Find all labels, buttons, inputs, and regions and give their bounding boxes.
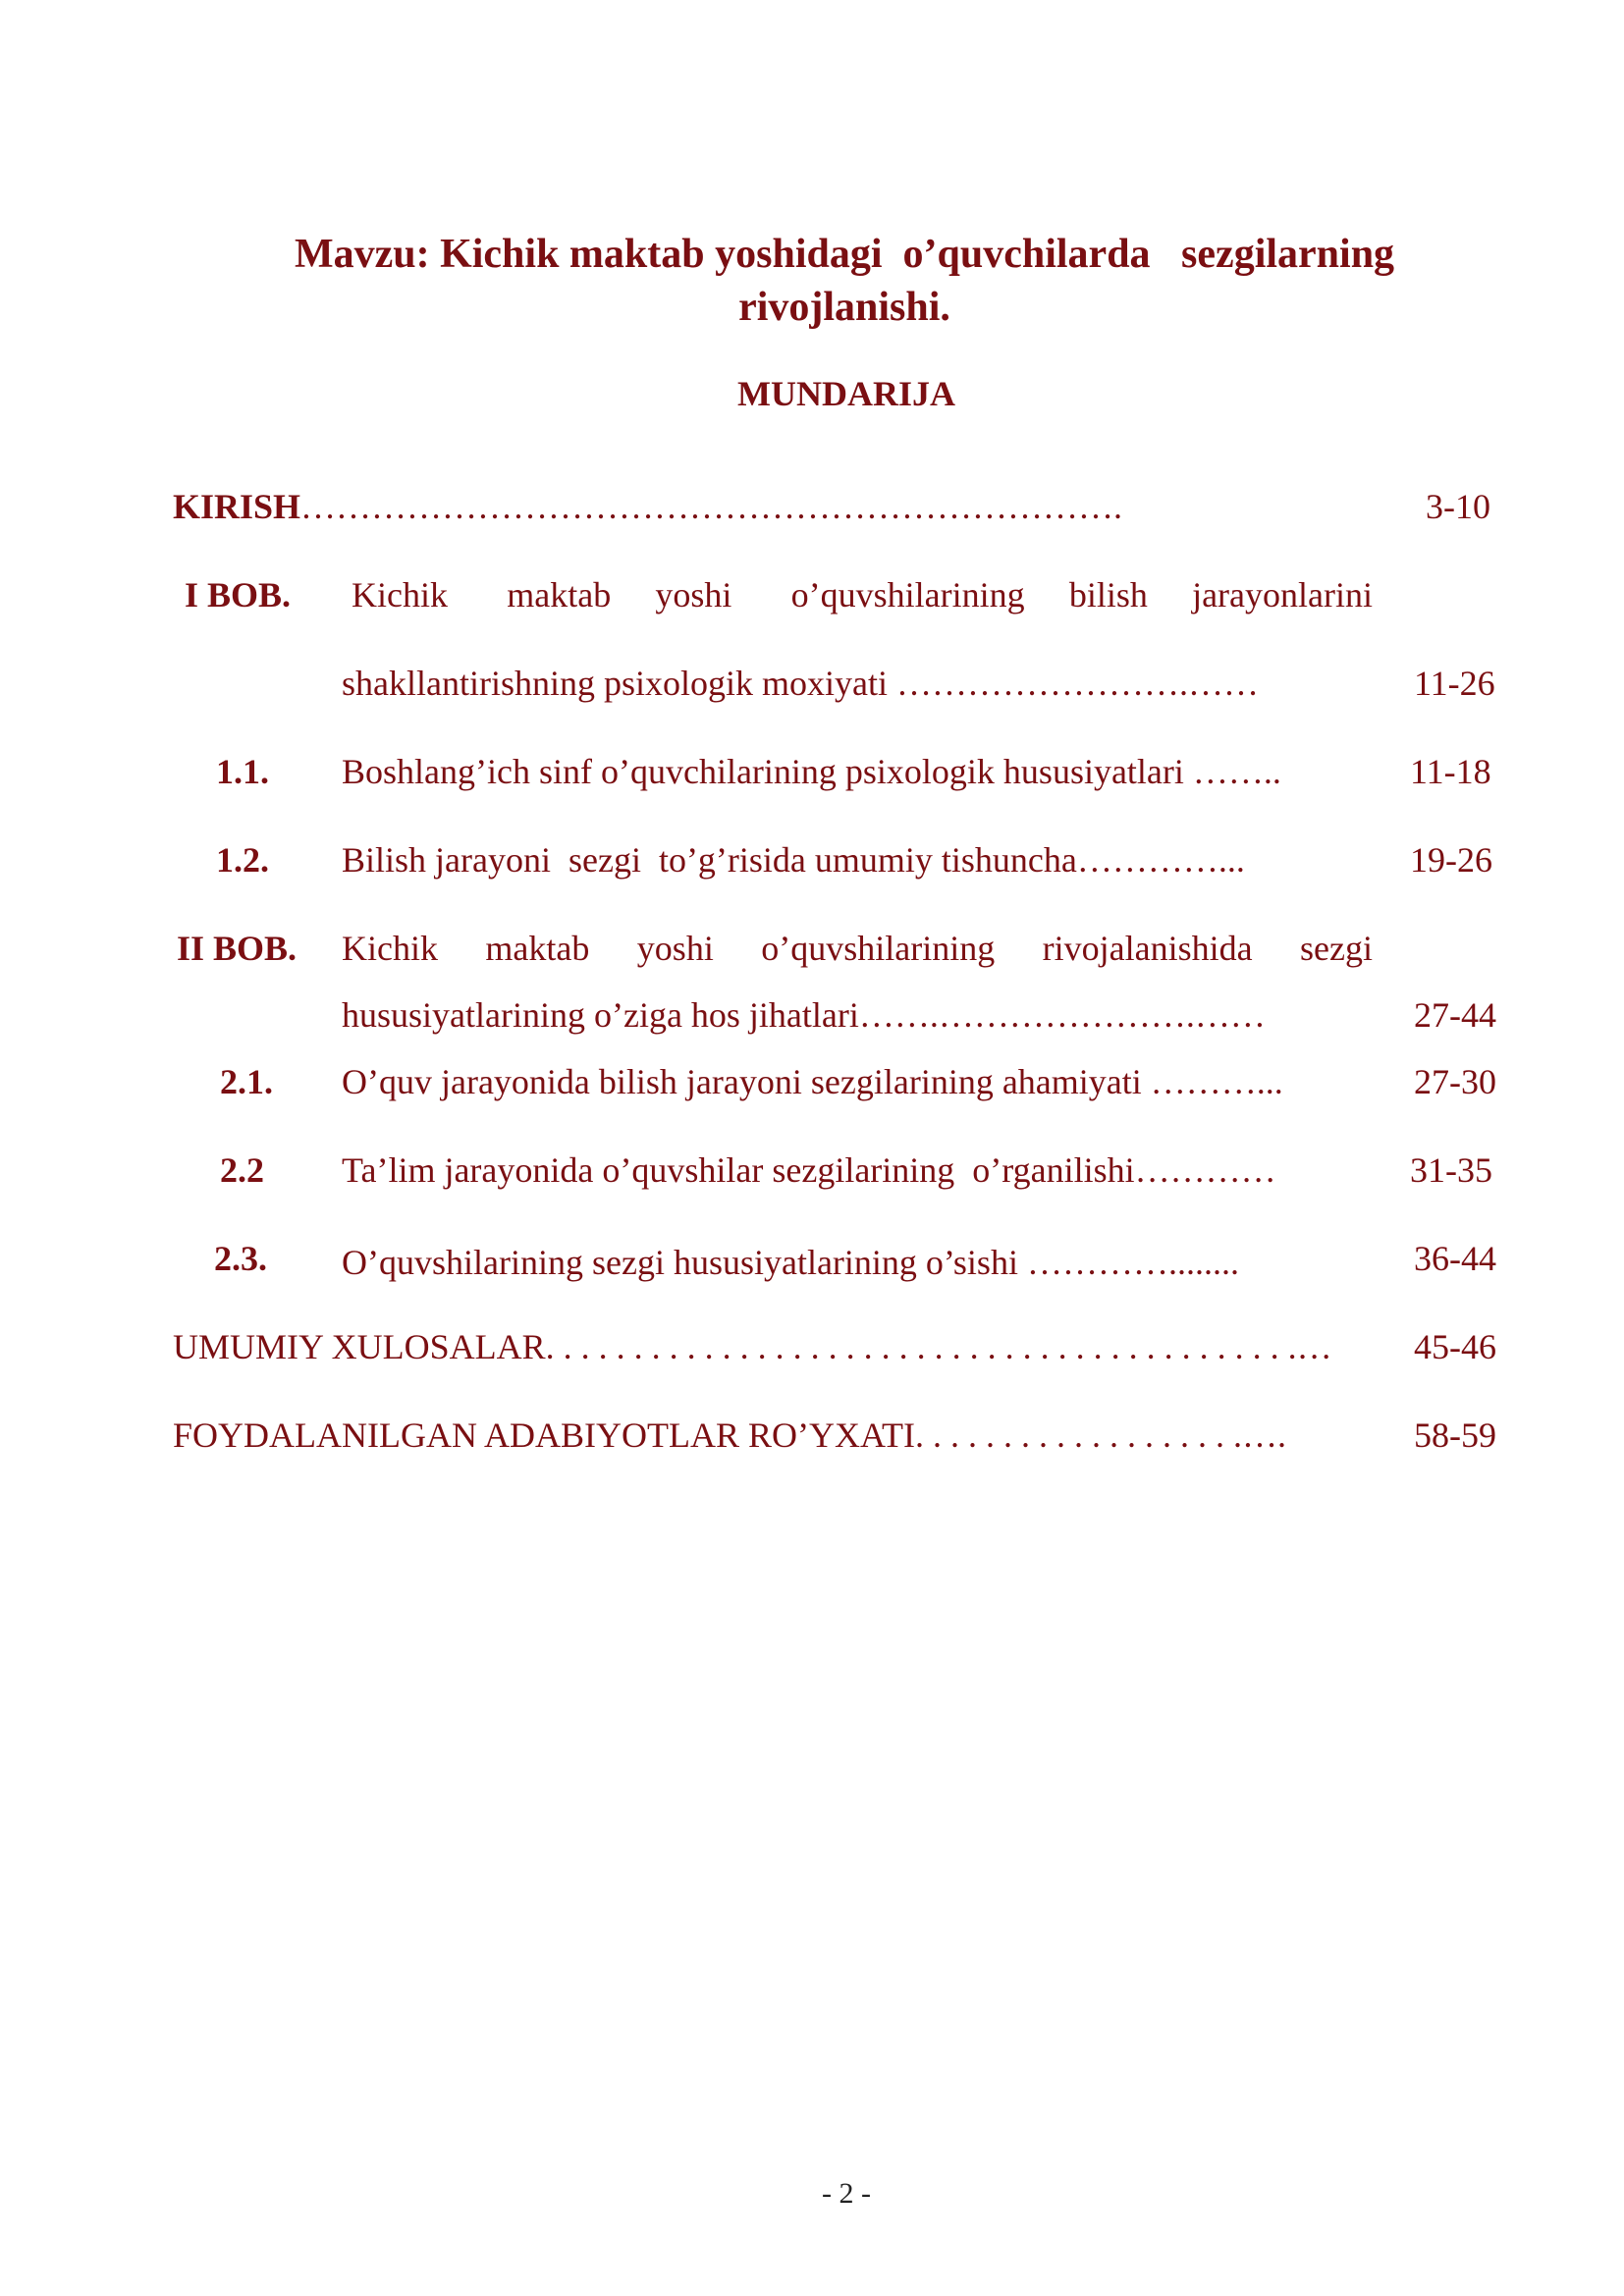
toc-section-title[interactable]: Boshlang’ich sinf o’quvchilarining psixologik hususiyatlari …….. [342, 752, 1281, 791]
toc-entry-page: 27-30 [1414, 1062, 1496, 1101]
title-line-1: Mavzu: Kichik maktab yoshidagi o’quvchilarda sezgilarning [294, 232, 1395, 277]
toc-section-title[interactable]: O’quv jarayonida bilish jarayoni sezgilarining ahamiyati ………... [342, 1062, 1283, 1101]
toc-entry-page: 3-10 [1426, 487, 1490, 526]
toc-heading: MUNDARIJA [737, 374, 955, 413]
toc-entry-leader: ……………………………………………………………. [300, 487, 1123, 526]
toc-entry-kirish[interactable] [173, 485, 1122, 528]
toc-chapter-title-cont[interactable]: shakllantirishning psixologik moxiyati …………………….…… [342, 664, 1259, 703]
toc-entry-page: 19-26 [1410, 840, 1492, 880]
toc-entry-page: 58-59 [1414, 1415, 1496, 1455]
toc-section-number: 2.1. [220, 1062, 273, 1101]
toc-entry-conclusions[interactable]: UMUMIY XULOSALAR. . . . . . . . . . . . . . . . . . . . . . . . . . . . . . . . . . . . . . . . . . .… [173, 1327, 1332, 1366]
toc-chapter-title[interactable]: Kichik maktab yoshi o’quvshilarining bilish jarayonlarini [352, 575, 1373, 614]
toc-section-number: 1.2. [216, 840, 269, 880]
toc-section-title[interactable]: Ta’lim jarayonida o’quvshilar sezgilarining o’rganilishi………… [342, 1150, 1276, 1190]
toc-entry-page: 31-35 [1410, 1150, 1492, 1190]
toc-entry-page: 45-46 [1414, 1327, 1496, 1366]
toc-entry-page: 11-18 [1410, 752, 1491, 791]
page-number: - 2 - [822, 2177, 871, 2210]
document-title [196, 228, 1492, 334]
title-line-2: rivojlanishi. [738, 285, 950, 330]
toc-section-title[interactable]: O’quvshilarining sezgi hususiyatlarining o’sishi …………........ [342, 1243, 1239, 1282]
toc-entry-page: 27-44 [1414, 995, 1496, 1035]
toc-chapter-number: I BOB. [185, 575, 292, 614]
toc-section-number: 2.3. [214, 1239, 267, 1278]
toc-entry-page: 36-44 [1414, 1239, 1496, 1278]
toc-section-title[interactable]: Bilish jarayoni sezgi to’g’risida umumiy tishuncha…………... [342, 840, 1245, 880]
toc-section-number: 2.2 [220, 1150, 264, 1190]
toc-entry-label: KIRISH [173, 487, 301, 526]
toc-chapter-number: II BOB. [177, 929, 298, 968]
toc-chapter-title-cont[interactable]: hususiyatlarining o’ziga hos jihatlari…….………………….…… [342, 995, 1266, 1035]
toc-section-number: 1.1. [216, 752, 269, 791]
toc-entry-page: 11-26 [1414, 664, 1495, 703]
toc-chapter-title[interactable]: Kichik maktab yoshi o’quvshilarining rivojalanishida sezgi [342, 929, 1373, 968]
toc-entry-references[interactable]: FOYDALANILGAN ADABIYOTLAR RO’YXATI. . . . . . . . . . . . . . . . . . .…. [173, 1415, 1286, 1455]
